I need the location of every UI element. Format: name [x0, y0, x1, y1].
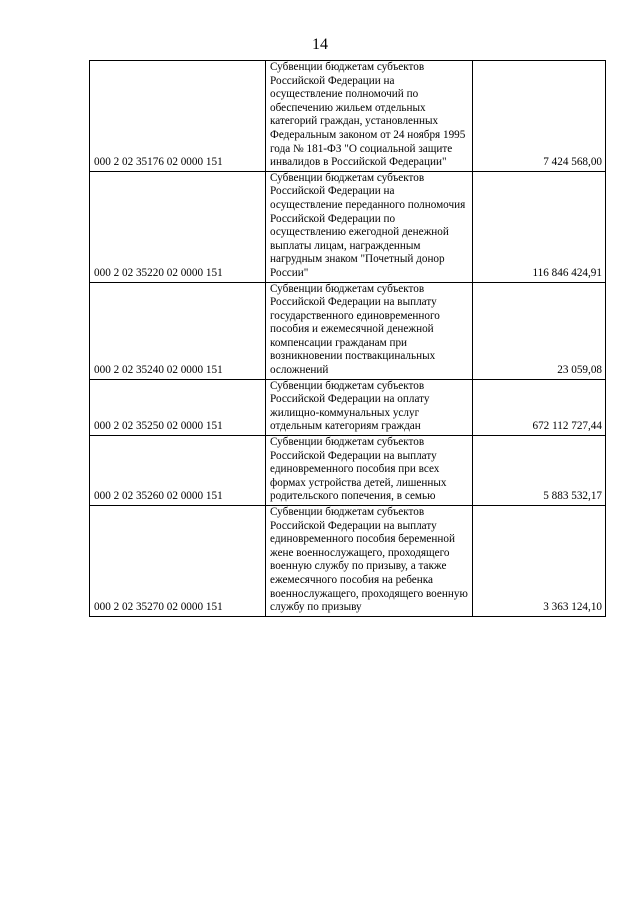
income-name: Субвенции бюджетам субъектов Российской Федерации на выплату государственного единовременного пособия и ежемесячной денежной компенсации гражданам при возникновении поствакцинальных осложнений: [266, 282, 473, 379]
table-row: [90, 171, 606, 282]
page-number: 14: [312, 36, 328, 53]
table-row: [90, 506, 606, 617]
table-row: [90, 282, 606, 379]
amount: 3 363 124,10: [473, 506, 606, 617]
budget-code: 000 2 02 35260 02 0000 151: [90, 436, 266, 506]
budget-code: 000 2 02 35176 02 0000 151: [90, 61, 266, 172]
income-name: Субвенции бюджетам субъектов Российской Федерации на осуществление полномочий по обеспечению жильем отдельных категорий граждан, установленных Федеральным законом от 24 ноября 1995 года № 181-ФЗ "О социальной защите инвалидов в Российской Федерации": [266, 61, 473, 172]
amount: 672 112 727,44: [473, 379, 606, 435]
income-name: Субвенции бюджетам субъектов Российской Федерации на выплату единовременного пособия при всех формах устройства детей, лишенных родительского попечения, в семью: [266, 436, 473, 506]
subventions-table: [89, 60, 606, 617]
income-name: Субвенции бюджетам субъектов Российской Федерации на оплату жилищно-коммунальных услуг отдельным категориям граждан: [266, 379, 473, 435]
table-row: [90, 379, 606, 435]
budget-code: 000 2 02 35270 02 0000 151: [90, 506, 266, 617]
amount: 7 424 568,00: [473, 61, 606, 172]
income-name: Субвенции бюджетам субъектов Российской Федерации на осуществление переданного полномочия Российской Федерации по осуществлению ежегодной денежной выплаты лицам, награжденным нагрудным знаком "Почетный донор России": [266, 171, 473, 282]
budget-code: 000 2 02 35220 02 0000 151: [90, 171, 266, 282]
table-row: [90, 436, 606, 506]
budget-code: 000 2 02 35250 02 0000 151: [90, 379, 266, 435]
income-name: Субвенции бюджетам субъектов Российской Федерации на выплату единовременного пособия беременной жене военнослужащего, проходящего военную службу по призыву, а также ежемесячного пособия на ребенка военнослужащего, проходящего военную службу по призыву: [266, 506, 473, 617]
amount: 5 883 532,17: [473, 436, 606, 506]
table-row: [90, 61, 606, 172]
budget-code: 000 2 02 35240 02 0000 151: [90, 282, 266, 379]
amount: 23 059,08: [473, 282, 606, 379]
amount: 116 846 424,91: [473, 171, 606, 282]
